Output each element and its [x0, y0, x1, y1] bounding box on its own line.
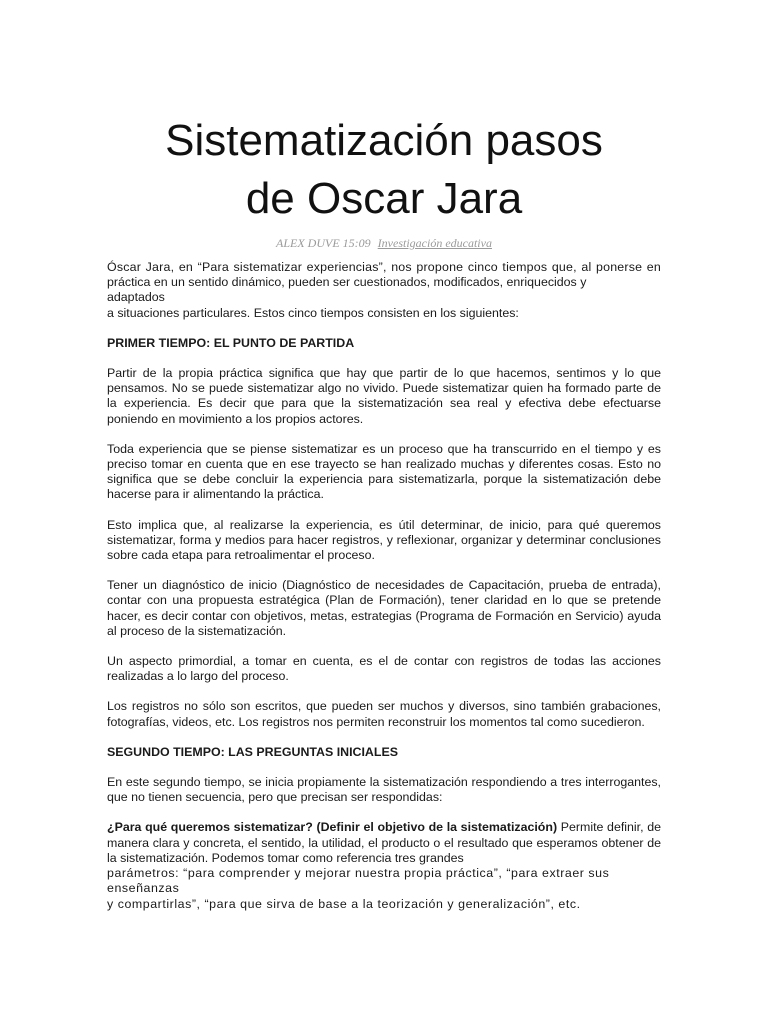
intro-line-3: adaptados — [107, 290, 165, 305]
intro-line-1: Óscar Jara, en “Para sistematizar experiencias”, nos propone cinco tiempos que, al ponerse en — [107, 260, 661, 274]
article-body — [107, 260, 661, 927]
title-line-1: Sistematización pasos — [165, 116, 603, 165]
section-1-paragraph-1: Partir de la propia práctica significa que hay que partir de lo que hacemos, sentimos y lo que pensamos. No se puede sistematizar algo no vivido. Puede sistematizar quien ha formado parte de la experiencia. Es decir que para que la sistematización sea real y efectiva debe efectuarse poniendo en movimiento a los propios actores. — [107, 366, 661, 426]
question-1-line-a: parámetros: “para comprender y mejorar nuestra propia práctica”, “para extraer sus enseñanzas — [107, 866, 610, 896]
author-time: ALEX DUVE 15:09 — [276, 236, 371, 250]
document-title — [0, 112, 768, 228]
section-2-paragraph-1: En este segundo tiempo, se inicia propiamente la sistematización respondiendo a tres interrogantes, que no tienen secuencia, pero que precisan ser respondidas: — [107, 775, 661, 805]
category-link[interactable]: Investigación educativa — [377, 236, 492, 250]
section-2-heading: SEGUNDO TIEMPO: LAS PREGUNTAS INICIALES — [107, 744, 398, 759]
intro-line-2: práctica en un sentido dinámico, pueden ser cuestionados, modificados, enriquecidos y — [107, 275, 587, 290]
section-1-paragraph-4: Tener un diagnóstico de inicio (Diagnóstico de necesidades de Capacitación, prueba de entrada), contar con una propuesta estratégica (Plan de Formación), tener claridad en lo que se pretende hacer, es decir contar con objetivos, metas, estrategias (Programa de Formación en Servicio) ayuda al proceso de la sistematización. — [107, 578, 661, 638]
question-1-text: Permite definir, de manera clara y concreta, el sentido, la utilidad, el producto o el resultado que esperamos obtener de la sistematización. Podemos tomar como referencia tres grandes — [107, 820, 661, 865]
title-line-2: de Oscar Jara — [245, 174, 523, 223]
section-2-question-1 — [107, 820, 661, 911]
question-1-line-b: y compartirlas”, “para que sirva de base a la teorización y generalización”, etc. — [107, 896, 581, 911]
section-1-paragraph-2: Toda experiencia que se piense sistematizar es un proceso que ha transcurrido en el tiempo y es preciso tomar en cuenta que en ese trayecto se han realizado muchas y diferentes cosas. Esto no significa que se debe concluir la experiencia para sistematizarla, porque la sistematización debe hacerse para ir alimentando la práctica. — [107, 441, 661, 502]
intro-paragraph — [107, 260, 661, 321]
section-1-paragraph-6: Los registros no sólo son escritos, que pueden ser muchos y diversos, sino también grabaciones, fotografías, videos, etc. Los registros nos permiten reconstruir los momentos tal como sucedieron. — [107, 699, 661, 729]
section-1-paragraph-3: Esto implica que, al realizarse la experiencia, es útil determinar, de inicio, para qué queremos sistematizar, forma y medios para hacer registros, y reflexionar, organizar y determinar conclusiones sobre cada etapa para retroalimentar el proceso. — [107, 517, 661, 563]
section-1-heading: PRIMER TIEMPO: EL PUNTO DE PARTIDA — [107, 335, 355, 350]
intro-line-4: a situaciones particulares. Estos cinco tiempos consisten en los siguientes: — [107, 305, 519, 320]
post-meta — [0, 236, 768, 251]
question-1-bold: ¿Para qué queremos sistematizar? (Definir el objetivo de la sistematización) — [107, 820, 558, 835]
section-1-paragraph-5: Un aspecto primordial, a tomar en cuenta, es el de contar con registros de todas las acciones realizadas a lo largo del proceso. — [107, 654, 661, 684]
